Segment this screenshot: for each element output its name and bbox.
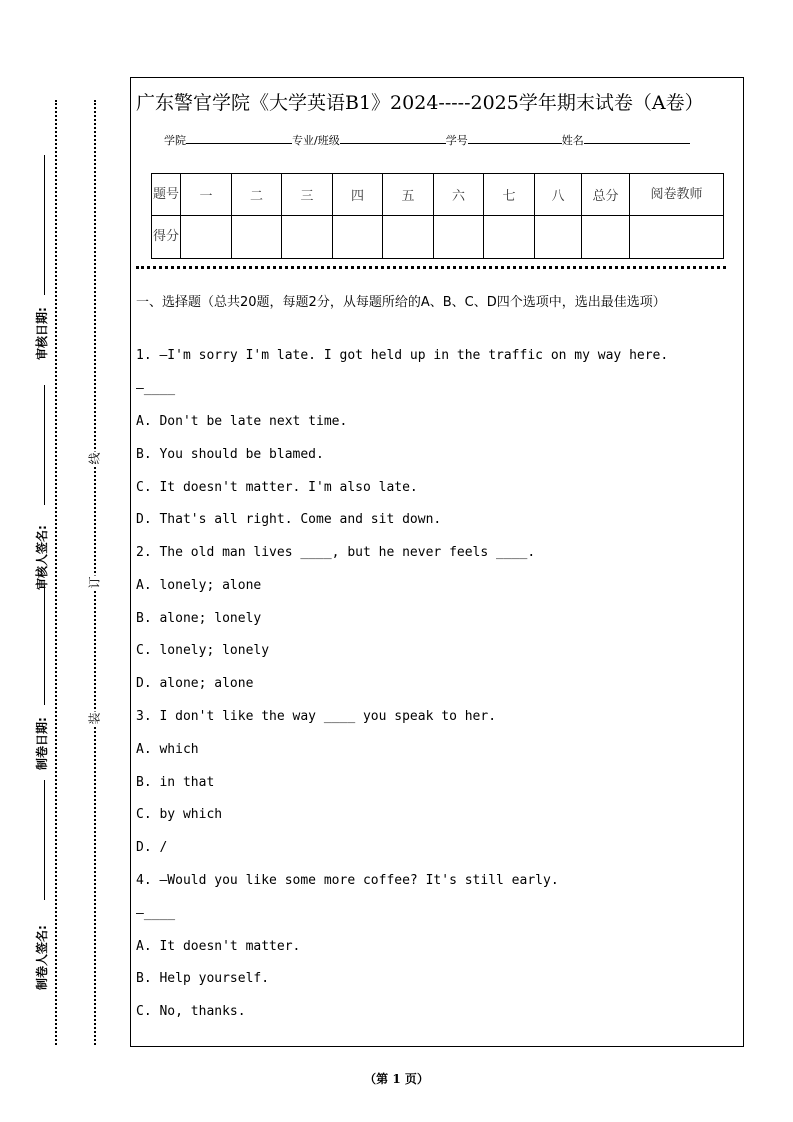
option-line: B. You should be blamed. (136, 447, 324, 462)
option-line: A. Don't be late next time. (136, 414, 348, 429)
score-row-label: 得分 (152, 216, 181, 259)
score-table-header-cell: 五 (383, 174, 434, 216)
student-id-field[interactable] (468, 132, 562, 144)
binding-mark-order: 订 (84, 576, 105, 590)
score-cell[interactable] (582, 216, 630, 259)
option-line: B. alone; lonely (136, 611, 262, 626)
binding-dotted-line-inner (94, 100, 96, 1045)
major-class-label: 专业/班级 (292, 134, 340, 147)
paper-date-field[interactable] (44, 585, 45, 705)
score-table-header-cell: 三 (282, 174, 333, 216)
score-table-header-cell: 阅卷教师 (630, 174, 724, 216)
answer-blank-line: —____ (136, 906, 176, 921)
option-line: D. That's all right. Come and sit down. (136, 512, 442, 527)
exam-title: 广东警官学院《大学英语B1》2024-----2025学年期末试卷（A卷） (136, 92, 704, 114)
page-number: （第 1 页） (364, 1072, 429, 1086)
score-table-score-row (152, 216, 724, 259)
section-separator (136, 266, 726, 269)
option-line: A. It doesn't matter. (136, 939, 301, 954)
score-table-header-cell: 八 (535, 174, 582, 216)
score-cell[interactable] (232, 216, 282, 259)
score-cell[interactable] (434, 216, 484, 259)
binding-dotted-line-outer (55, 100, 57, 1045)
score-table-header-row (152, 174, 724, 216)
score-cell[interactable] (333, 216, 383, 259)
score-cell[interactable] (484, 216, 535, 259)
option-line: B. Help yourself. (136, 971, 270, 986)
score-cell[interactable] (181, 216, 232, 259)
score-table-header-cell: 题号 (152, 174, 181, 216)
name-label: 姓名 (561, 134, 584, 147)
answer-blank-line: —____ (136, 381, 176, 396)
score-table-header-cell: 二 (232, 174, 282, 216)
score-cell[interactable] (630, 216, 724, 259)
paper-date-label: 制卷日期: (35, 717, 49, 770)
binding-mark-line: 线 (84, 452, 105, 466)
college-field[interactable] (186, 132, 292, 144)
reviewer-signature-field[interactable] (44, 385, 45, 505)
option-line: D. alone; alone (136, 676, 254, 691)
score-table-header-cell: 总分 (582, 174, 630, 216)
option-line: C. lonely; lonely (136, 643, 270, 658)
option-line: C. It doesn't matter. I'm also late. (136, 480, 418, 495)
score-cell[interactable] (535, 216, 582, 259)
score-cell[interactable] (383, 216, 434, 259)
score-cell[interactable] (282, 216, 333, 259)
option-line: C. by which (136, 807, 223, 822)
question-line: 4. —Would you like some more coffee? It's still early. (136, 873, 559, 888)
score-table-header-cell: 四 (333, 174, 383, 216)
reviewer-signature-label: 审核人签名: (35, 525, 49, 590)
review-date-label: 审核日期: (35, 307, 49, 360)
score-table (151, 173, 724, 259)
major-class-field[interactable] (340, 132, 446, 144)
option-line: A. which (136, 742, 199, 757)
paper-maker-signature-field[interactable] (44, 780, 45, 900)
student-id-label: 学号 (445, 134, 468, 147)
score-table-header-cell: 六 (434, 174, 484, 216)
score-table-header-cell: 一 (181, 174, 232, 216)
question-line: 3. I don't like the way ____ you speak to her. (136, 709, 497, 724)
binding-mark-bind: 装 (84, 712, 105, 726)
name-field[interactable] (584, 132, 690, 144)
review-date-field[interactable] (44, 155, 45, 295)
score-table-header-cell: 七 (484, 174, 535, 216)
college-label: 学院 (164, 134, 186, 147)
paper-maker-signature-label: 制卷人签名: (35, 925, 49, 990)
section-instruction: 一、选择题（总共20题，每题2分，从每题所给的A、B、C、D四个选项中，选出最佳选项） (136, 295, 666, 310)
option-line: A. lonely; alone (136, 578, 262, 593)
question-line: 1. —I'm sorry I'm late. I got held up in the traffic on my way here. (136, 348, 669, 363)
student-info-row (164, 132, 690, 148)
option-line: C. No, thanks. (136, 1004, 246, 1019)
question-line: 2. The old man lives ____, but he never feels ____. (136, 545, 536, 560)
option-line: D. / (136, 840, 168, 855)
option-line: B. in that (136, 775, 215, 790)
